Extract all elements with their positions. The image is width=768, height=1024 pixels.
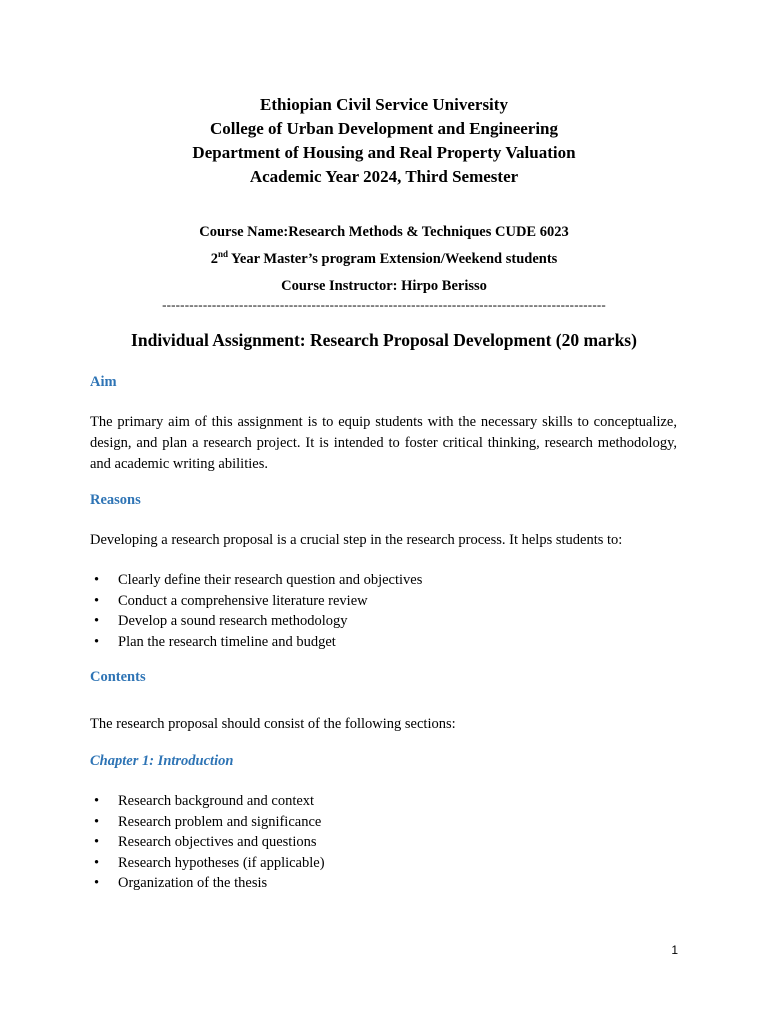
program-line xyxy=(0,246,768,273)
list-item: • Clearly define their research question and objectives xyxy=(90,570,422,591)
list-item: • Research background and context xyxy=(90,791,325,812)
reasons-intro: Developing a research proposal is a crucial step in the research process. It helps students to: xyxy=(90,532,623,548)
aim-paragraph: The primary aim of this assignment is to equip students with the necessary skills to conceptualize, design, and plan a research project. It is intended to foster critical thinking, research methodology, and academic writing abilities. xyxy=(90,414,677,472)
list-item: • Research objectives and questions xyxy=(90,832,325,853)
bullet-icon: • xyxy=(94,572,100,588)
list-item: • Research hypotheses (if applicable) xyxy=(90,853,325,874)
course-instructor: Course Instructor: Hirpo Berisso xyxy=(281,278,487,294)
institution-header xyxy=(0,93,768,189)
list-item: • Develop a sound research methodology xyxy=(90,611,422,632)
list-item: • Plan the research timeline and budget xyxy=(90,632,422,653)
contents-heading: Contents xyxy=(90,669,146,685)
program-ordinal: 2 xyxy=(210,251,218,267)
page-number: 1 xyxy=(671,943,678,957)
list-item: • Conduct a comprehensive literature review xyxy=(90,591,422,612)
dashed-divider: -------------------------------------------------------------------------------------------------- xyxy=(162,297,606,312)
assignment-title: Individual Assignment: Research Proposal Development (20 marks) xyxy=(131,330,637,350)
course-info xyxy=(0,219,768,300)
department-name: Department of Housing and Real Property Valuation xyxy=(192,143,576,162)
bullet-icon: • xyxy=(94,834,100,850)
aim-heading: Aim xyxy=(90,374,117,390)
bullet-icon: • xyxy=(94,613,100,629)
bullet-icon: • xyxy=(94,813,100,830)
academic-year: Academic Year 2024, Third Semester xyxy=(249,167,519,186)
chapter1-list xyxy=(90,791,325,894)
contents-intro: The research proposal should consist of the following sections: xyxy=(90,716,456,732)
reasons-list xyxy=(90,570,422,652)
college-name: College of Urban Development and Engineering xyxy=(209,119,559,138)
program-text: Year Master’s program Extension/Weekend students xyxy=(227,251,558,267)
bullet-icon: • xyxy=(94,854,100,871)
list-item: • Research problem and significance xyxy=(90,812,325,833)
bullet-icon: • xyxy=(94,592,100,609)
bullet-icon: • xyxy=(94,793,100,809)
chapter1-heading: Chapter 1: Introduction xyxy=(90,753,234,769)
list-item: • Organization of the thesis xyxy=(90,873,325,894)
bullet-icon: • xyxy=(94,633,100,650)
university-name: Ethiopian Civil Service University xyxy=(260,95,508,114)
course-name: Course Name:Research Methods & Techniques CUDE 6023 xyxy=(199,224,569,240)
reasons-heading: Reasons xyxy=(90,492,141,508)
program-ordinal-suffix: nd xyxy=(217,249,228,260)
bullet-icon: • xyxy=(94,875,100,891)
